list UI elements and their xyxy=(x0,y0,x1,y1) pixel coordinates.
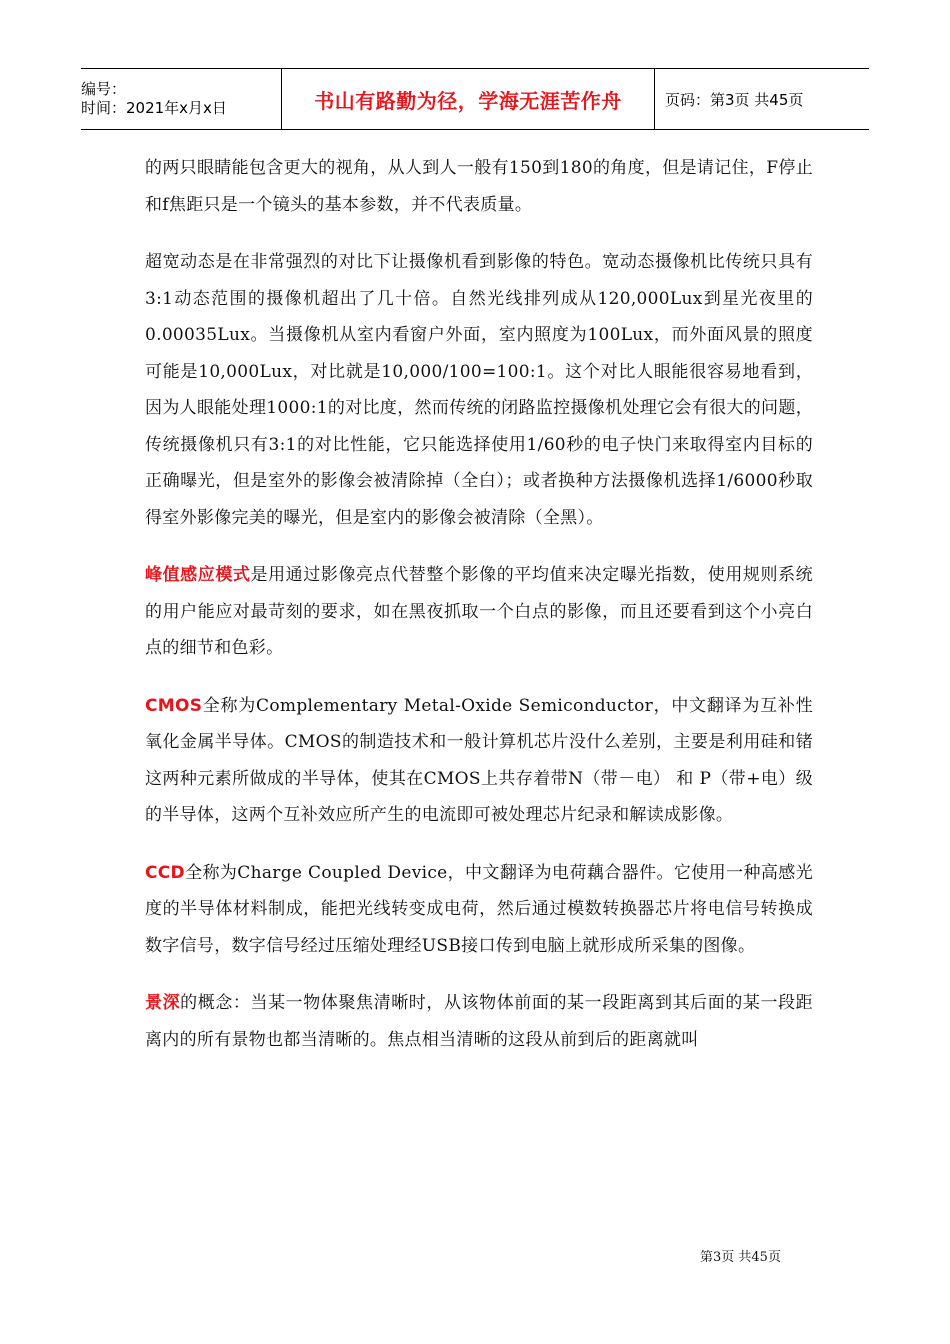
header-meta xyxy=(81,69,282,129)
time-label: 时间：2021年x月x日 xyxy=(81,99,227,117)
document-body xyxy=(145,150,813,1079)
paragraph-depth-of-field xyxy=(145,985,813,1058)
paragraph-text: 全称为Complementary Metal-Oxide Semiconductor，中文翻译为互补性氧化金属半导体。CMOS的制造技术和一般计算机芯片没什么差别，主要是利用硅和锗这两种元素所做成的半导体，使其在CMOS上共存着带N（带－电） 和 P（带+电）级的半导体，这两个互补效应所产生的电流即可被处理芯片纪录和解读成影像。 xyxy=(145,695,813,825)
paragraph-cmos xyxy=(145,688,813,834)
page-footer: 第3页 共45页 xyxy=(700,1250,781,1265)
paragraph-text: 的两只眼睛能包含更大的视角，从人到人一般有150到180的角度，但是请记住，F停止和f焦距只是一个镜头的基本参数，并不代表质量。 xyxy=(145,158,813,215)
term-highlight: CCD xyxy=(145,862,185,883)
paragraph-text: 超宽动态是在非常强烈的对比下让摄像机看到影像的特色。宽动态摄像机比传统只具有3:1动态范围的摄像机超出了几十倍。自然光线排列成从120,000Lux到星光夜里的0.00035Lux。当摄像机从室内看窗户外面，室内照度为100Lux，而外面风景的照度可能是10,000Lux，对比就是10,000/100=100:1。这个对比人眼能很容易地看到，因为人眼能处理1000:1的对比度，然而传统的闭路监控摄像机处理它会有很大的问题，传统摄像机只有3:1的对比性能，它只能选择使用1/60秒的电子快门来取得室内目标的正确曝光，但是室外的影像会被清除掉（全白）；或者换种方法摄像机选择1/6000秒取得室外影像完美的曝光，但是室内的影像会被清除（全黑）。 xyxy=(145,252,813,528)
page-header xyxy=(81,68,869,130)
paragraph-wide-dynamic xyxy=(145,244,813,536)
header-page-label: 页码：第3页 共45页 xyxy=(665,90,804,109)
paragraph-text: 是用通过影像亮点代替整个影像的平均值来决定曝光指数，使用规则系统的用户能应对最苛刻的要求，如在黑夜抓取一个白点的影像，而且还要看到这个小亮白点的细节和色彩。 xyxy=(145,565,813,658)
paragraph-text: 全称为Charge Coupled Device，中文翻译为电荷藕合器件。它使用一种高感光度的半导体材料制成，能把光线转变成电荷，然后通过模数转换器芯片将电信号转换成数字信号，数字信号经过压缩处理经USB接口传到电脑上就形成所采集的图像。 xyxy=(145,862,813,956)
term-highlight: 景深 xyxy=(145,993,181,1013)
paragraph-ccd xyxy=(145,855,813,965)
paragraph-text: 的概念：当某一物体聚焦清晰时，从该物体前面的某一段距离到其后面的某一段距离内的所有景物也都当清晰的。焦点相当清晰的这段从前到后的距离就叫 xyxy=(145,993,813,1050)
paragraph-viewing-angle xyxy=(145,150,813,223)
term-highlight: CMOS xyxy=(145,695,203,716)
header-motto: 书山有路勤为径，学海无涯苦作舟 xyxy=(282,69,655,129)
term-highlight: 峰值感应模式 xyxy=(145,565,251,585)
paragraph-peak-mode xyxy=(145,557,813,667)
number-label: 编号： xyxy=(81,80,127,98)
